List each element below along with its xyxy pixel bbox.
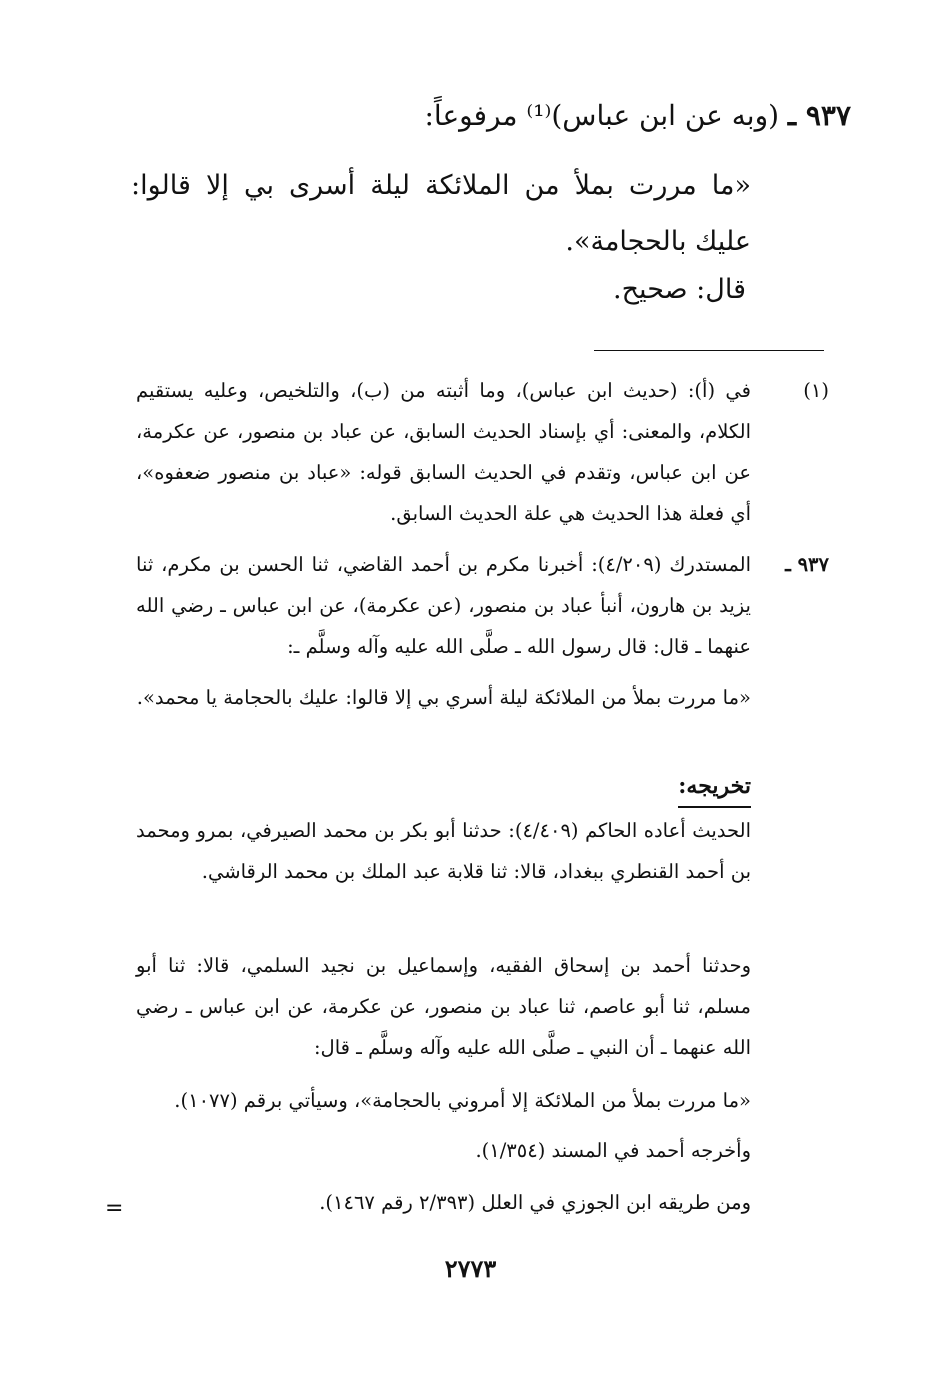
takhrij-paragraph: وأخرجه أحمد في المسند (١/٣٥٤).	[475, 1139, 751, 1162]
hadith-verdict: قال: صحيح.	[613, 274, 746, 305]
hadith-number: ٩٣٧ ـ	[787, 99, 851, 132]
footnote-separator	[594, 350, 824, 351]
takhrij-paragraph: وحدثنا أحمد بن إسحاق الفقيه، وإسماعيل بن نجيد السلمي، قالا: ثنا أبو مسلم، ثنا أبو عاصم، ثنا عباد بن منصور، عن عكرمة، عن ابن عباس ـ رضي الله عنهما ـ أن النبي ـ صلَّى الله عليه وآله وسلَّم ـ قال:	[136, 954, 751, 1059]
footnote-text: في (أ): (حديث ابن عباس)، وما أثبته من (ب)، والتلخيص، وعليه يستقيم الكلام، والمعنى: أي بإسناد الحديث السابق، عن عباد بن منصور، عن عكرمة، عن ابن عباس، وتقدم في الحديث السابق قوله: «عباد بن منصور ضعفوه»، أي فعلة هذا الحديث هي علة الحديث السابق.	[136, 379, 751, 525]
commentary-isnad: المستدرك (٤/٢٠٩): أخبرنا مكرم بن أحمد القاضي، ثنا الحسن بن مكرم، ثنا يزيد بن هارون، أنبأ عباد بن منصور، (عن عكرمة)، عن ابن عباس ـ رضي الله عنهما ـ قال: قال رسول الله ـ صلَّى الله عليه وآله وسلَّم ـ:	[136, 553, 751, 658]
takhrij-heading: تخريجه:	[678, 766, 751, 808]
takhrij-heading-wrap	[678, 766, 751, 808]
commentary-matn: «ما مررت بملأ من الملائكة ليلة أسري بي إلا قالوا: عليك بالحجامة يا محمد».	[136, 686, 751, 709]
hadith-intro: (وبه عن ابن عباس)⁽¹⁾ مرفوعاً:	[424, 99, 780, 132]
takhrij-paragraph: «ما مررت بملأ من الملائكة إلا أمروني بالحجامة»، وسيأتي برقم (١٠٧٧).	[174, 1089, 751, 1112]
takhrij-paragraph: الحديث أعاده الحاكم (٤/٤٠٩): حدثنا أبو بكر بن محمد الصيرفي، بمرو ومحمد بن أحمد القنطري ببغداد، قالا: ثنا قلابة عبد الملك بن محمد الرقاشي.	[136, 819, 751, 883]
hadith-matn: «ما مررت بملأ من الملائكة ليلة أسرى بي إلا قالوا: عليك بالحجامة».	[131, 170, 751, 257]
footnote-marker: (١)	[803, 379, 829, 402]
page-number: ٢٧٧٣	[444, 1254, 497, 1283]
takhrij-paragraph: ومن طريقه ابن الجوزي في العلل (٢/٣٩٣ رقم ١٤٦٧).	[319, 1191, 751, 1214]
hadith-heading	[151, 92, 851, 140]
commentary-number: ٩٣٧ ـ	[785, 553, 829, 576]
continuation-mark: =	[105, 1196, 124, 1221]
